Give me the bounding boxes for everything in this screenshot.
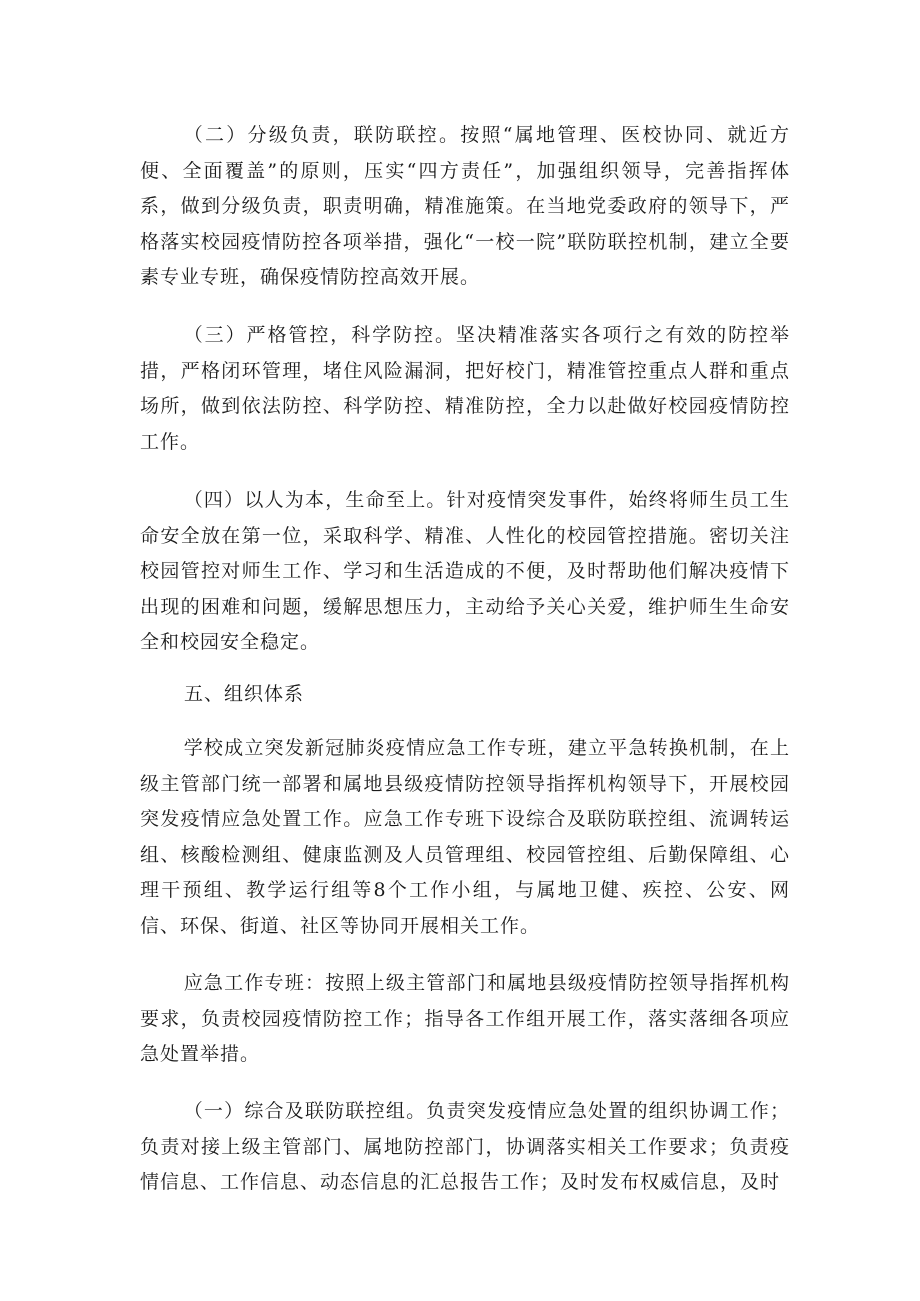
paragraph-emergency-team: 应急工作专班：按照上级主管部门和属地县级疫情防控领导指挥机构要求，负责校园疫情防控工作；指导各工作组开展工作，落实落细各项应急处置举措。 <box>140 972 790 1065</box>
paragraph-organization: 学校成立突发新冠肺炎疫情应急工作专班，建立平急转换机制，在上级主管部门统一部署和属地县级疫情防控领导指挥机构领导下，开展校园突发疫情应急处置工作。应急工作专班下设综合及联防联控组、流调转运组、核酸检测组、健康监测及人员管理组、校园管控组、后勤保障组、心理干预组、教学运行组等8个工作小组，与属地卫健、疾控、公安、网信、环保、街道、社区等协同开展相关工作。 <box>140 737 790 937</box>
paragraph-principle-4: （四）以人为本，生命至上。针对疫情突发事件，始终将师生员工生命安全放在第一位，采取科学、精准、人性化的校园管控措施。密切关注校园管控对师生工作、学习和生活造成的不便，及时帮助他们解决疫情下出现的困难和问题，缓解思想压力，主动给予关心关爱，维护师生生命安全和校园安全稳定。 <box>140 489 790 653</box>
paragraph-group-1: （一）综合及联防联控组。负责突发疫情应急处置的组织协调工作；负责对接上级主管部门、属地防控部门，协调落实相关工作要求；负责疫情信息、工作信息、动态信息的汇总报告工作；及时发布权威信息，及时 <box>140 1100 790 1193</box>
paragraph-principle-3: （三）严格管控，科学防控。坚决精准落实各项行之有效的防控举措，严格闭环管理，堵住风险漏洞，把好校门，精准管控重点人群和重点场所，做到依法防控、科学防控、精准防控，全力以赴做好校园疫情防控工作。 <box>140 324 790 453</box>
section-heading: 五、组织体系 <box>184 683 305 705</box>
paragraph-principle-2: （二）分级负责，联防联控。按照“属地管理、医校协同、就近方便、全面覆盖”的原则，压实“四方责任”，加强组织领导，完善指挥体系，做到分级负责，职责明确，精准施策。在当地党委政府的领导下，严格落实校园疫情防控各项举措，强化“一校一院”联防联控机制，建立全要素专业专班，确保疫情防控高效开展。 <box>140 124 790 288</box>
